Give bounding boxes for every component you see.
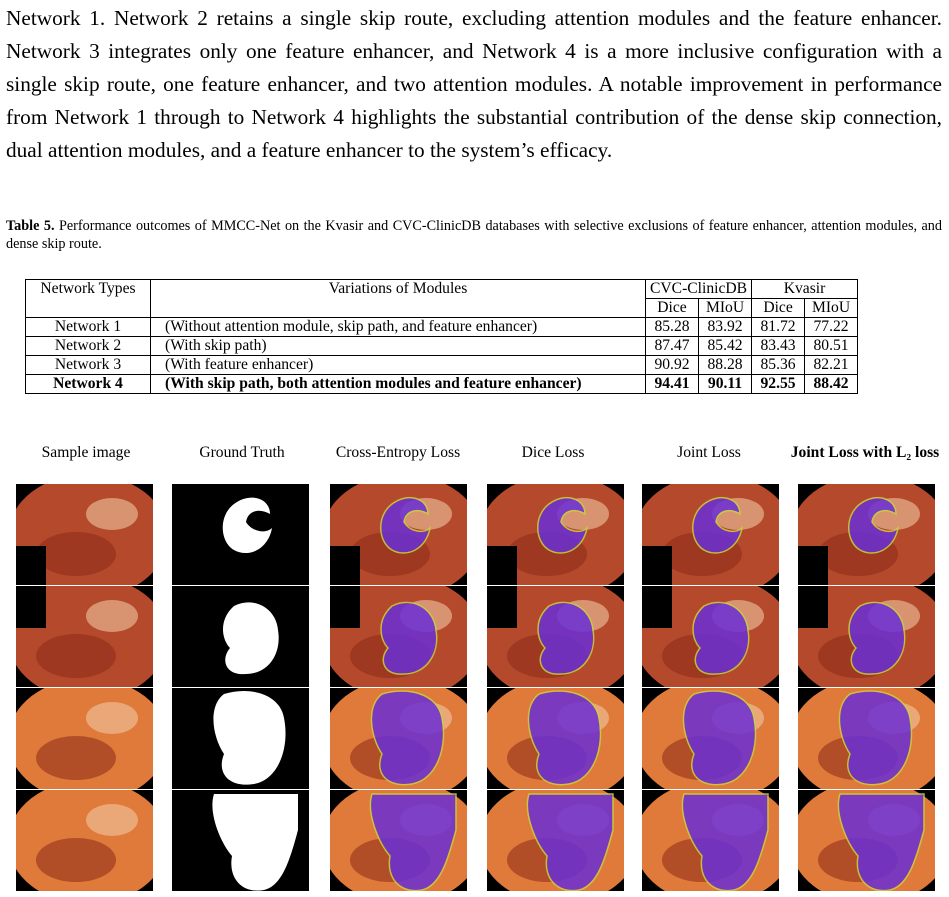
segmentation-sample-image xyxy=(16,586,153,687)
column-title-dice-loss: Dice Loss xyxy=(521,444,585,461)
segmentation-sample-image xyxy=(798,586,935,687)
cell-modules: (With skip path, both attention modules and feature enhancer) xyxy=(151,375,646,394)
cell-network: Network 4 xyxy=(26,375,151,394)
segmentation-sample-image xyxy=(330,688,467,789)
segmentation-sample-image xyxy=(16,790,153,891)
segmentation-sample-image xyxy=(330,484,467,585)
header-kvasir: Kvasir xyxy=(752,280,858,299)
cell-cvc-miou: 85.42 xyxy=(699,337,752,356)
segmentation-sample-image xyxy=(642,484,779,585)
cell-cvc-miou: 90.11 xyxy=(699,375,752,394)
ground-truth-mask-image xyxy=(172,790,309,891)
table-row xyxy=(26,318,858,337)
cell-cvc-dice: 87.47 xyxy=(646,337,699,356)
cell-kv-miou: 77.22 xyxy=(805,318,858,337)
cell-network: Network 1 xyxy=(26,318,151,337)
segmentation-sample-image xyxy=(487,484,624,585)
segmentation-sample-image xyxy=(487,586,624,687)
cell-network: Network 2 xyxy=(26,337,151,356)
column-title-joint-loss: Joint Loss xyxy=(677,444,741,461)
table-row xyxy=(26,375,858,394)
cell-kv-miou: 88.42 xyxy=(805,375,858,394)
cell-kv-dice: 92.55 xyxy=(752,375,805,394)
ground-truth-mask-image xyxy=(172,484,309,585)
segmentation-sample-image xyxy=(16,688,153,789)
column-title-sample: Sample image xyxy=(41,444,131,461)
segmentation-sample-image xyxy=(16,484,153,585)
subheader-kv-miou: MIoU xyxy=(805,299,858,318)
results-table xyxy=(25,279,858,394)
ground-truth-mask-image xyxy=(172,586,309,687)
column-title-ground-truth: Ground Truth xyxy=(199,444,285,461)
cell-kv-dice: 83.43 xyxy=(752,337,805,356)
cell-modules: (Without attention module, skip path, and feature enhancer) xyxy=(151,318,646,337)
segmentation-sample-image xyxy=(642,586,779,687)
table-caption-label: Table 5. xyxy=(6,218,55,234)
table-row xyxy=(26,356,858,375)
segmentation-sample-image xyxy=(330,790,467,891)
subheader-kv-dice: Dice xyxy=(752,299,805,318)
cell-kv-dice: 81.72 xyxy=(752,318,805,337)
column-title-joint-l2-loss: Joint Loss with L₂ loss xyxy=(790,444,940,461)
cell-cvc-dice: 85.28 xyxy=(646,318,699,337)
segmentation-sample-image xyxy=(330,586,467,687)
column-title-ce-loss: Cross-Entropy Loss xyxy=(335,444,461,461)
segmentation-sample-image xyxy=(487,688,624,789)
cell-network: Network 3 xyxy=(26,356,151,375)
cell-cvc-dice: 90.92 xyxy=(646,356,699,375)
segmentation-sample-image xyxy=(798,790,935,891)
cell-kv-miou: 82.21 xyxy=(805,356,858,375)
segmentation-sample-image xyxy=(642,688,779,789)
table-header-row xyxy=(26,280,858,299)
table-row xyxy=(26,337,858,356)
header-cvc: CVC-ClinicDB xyxy=(646,280,752,299)
ground-truth-mask-image xyxy=(172,688,309,789)
subheader-cvc-miou: MIoU xyxy=(699,299,752,318)
segmentation-sample-image xyxy=(487,790,624,891)
cell-cvc-dice: 94.41 xyxy=(646,375,699,394)
cell-kv-miou: 80.51 xyxy=(805,337,858,356)
segmentation-sample-image xyxy=(798,484,935,585)
cell-modules: (With skip path) xyxy=(151,337,646,356)
table-caption-text: Performance outcomes of MMCC-Net on the Kvasir and CVC-ClinicDB databases with selective exclusions of feature enhancer, attention modules, and dense skip route. xyxy=(6,218,942,252)
header-network-types: Network Types xyxy=(26,280,151,318)
body-paragraph: Network 1. Network 2 retains a single skip route, excluding attention modules and the feature enhancer. Network 3 integrates only one feature enhancer, and Network 4 is a more inclusive configuration with a single skip route, one feature enhancer, and two attention modules. A notable improvement in performance from Network 1 through to Network 4 highlights the substantial contribution of the dense skip connection, dual attention modules, and a feature enhancer to the system’s efficacy. xyxy=(6,6,942,162)
cell-cvc-miou: 83.92 xyxy=(699,318,752,337)
subheader-cvc-dice: Dice xyxy=(646,299,699,318)
cell-cvc-miou: 88.28 xyxy=(699,356,752,375)
table-caption xyxy=(6,217,942,253)
header-variations: Variations of Modules xyxy=(151,280,646,318)
cell-kv-dice: 85.36 xyxy=(752,356,805,375)
segmentation-sample-image xyxy=(642,790,779,891)
segmentation-sample-image xyxy=(798,688,935,789)
cell-modules: (With feature enhancer) xyxy=(151,356,646,375)
segmentation-figure xyxy=(0,443,949,893)
